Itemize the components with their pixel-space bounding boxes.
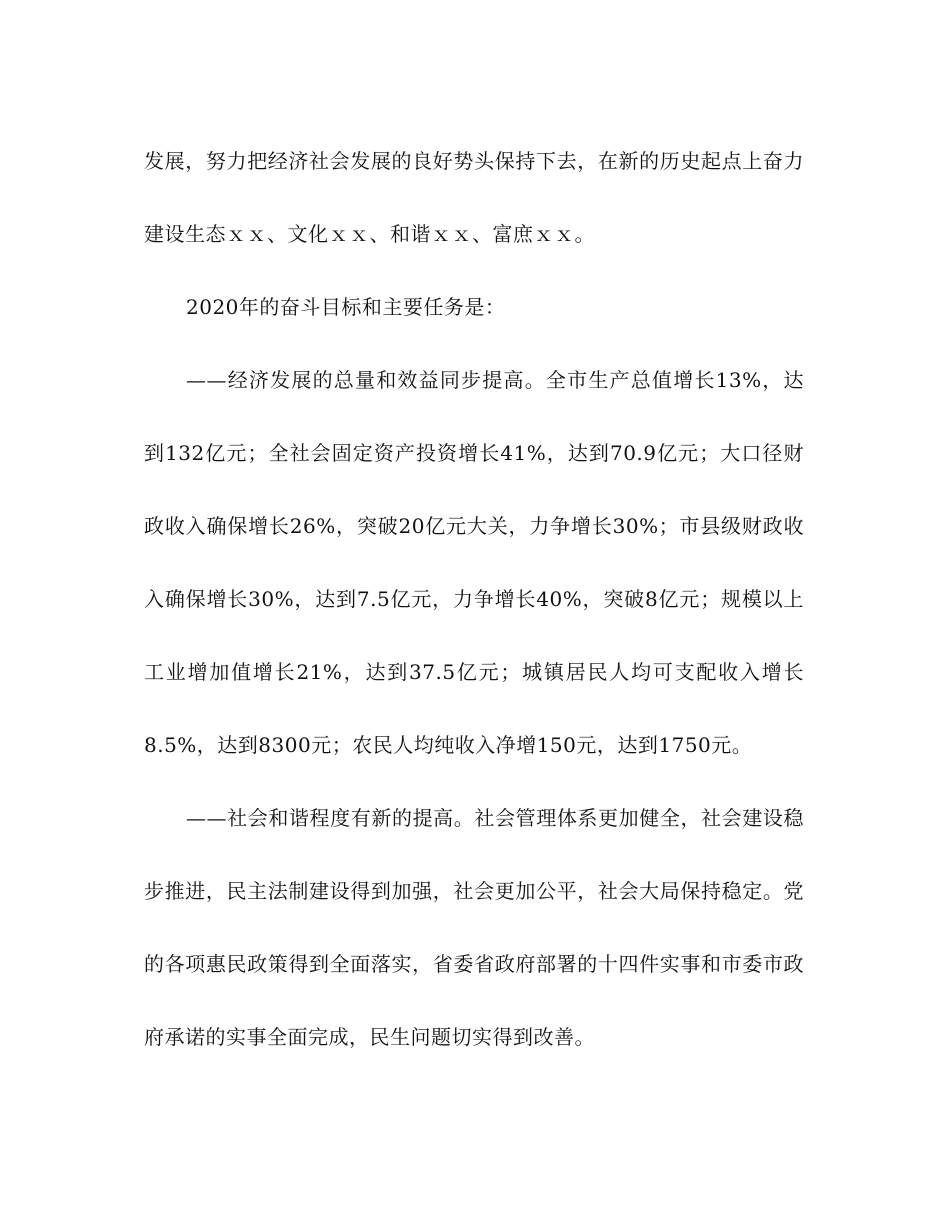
paragraph-goals-intro: 2020年的奋斗目标和主要任务是：: [186, 295, 506, 319]
paragraph-continuation: 发展，努力把经济社会发展的良好势头保持下去，在新的历史起点上奋力建设生态ｘｘ、文化ｘｘ、和谐ｘｘ、富庶ｘｘ。: [144, 149, 804, 246]
paragraph-economic-goals: ——经济发展的总量和效益同步提高。全市生产总值增长13%，达到132亿元；全社会固定资产投资增长41%，达到70.9亿元；大口径财政收入确保增长26%，突破20亿元大关，力争增长30%；市县级财政收入确保增长30%，达到7.5亿元，力争增长40%，突破8亿元；规模以上工业增加值增长21%，达到37.5亿元；城镇居民人均可支配收入增长8.5%，达到8300元；农民人均纯收入净增150元，达到1750元。: [144, 368, 804, 757]
paragraph-social-goals: ——社会和谐程度有新的提高。社会管理体系更加健全，社会建设稳步推进，民主法制建设得到加强，社会更加公平，社会大局保持稳定。党的各项惠民政策得到全面落实，省委省政府部署的十四件实事和市委市政府承诺的实事全面完成，民生问题切实得到改善。: [144, 806, 804, 1049]
document-body: [144, 125, 804, 1074]
